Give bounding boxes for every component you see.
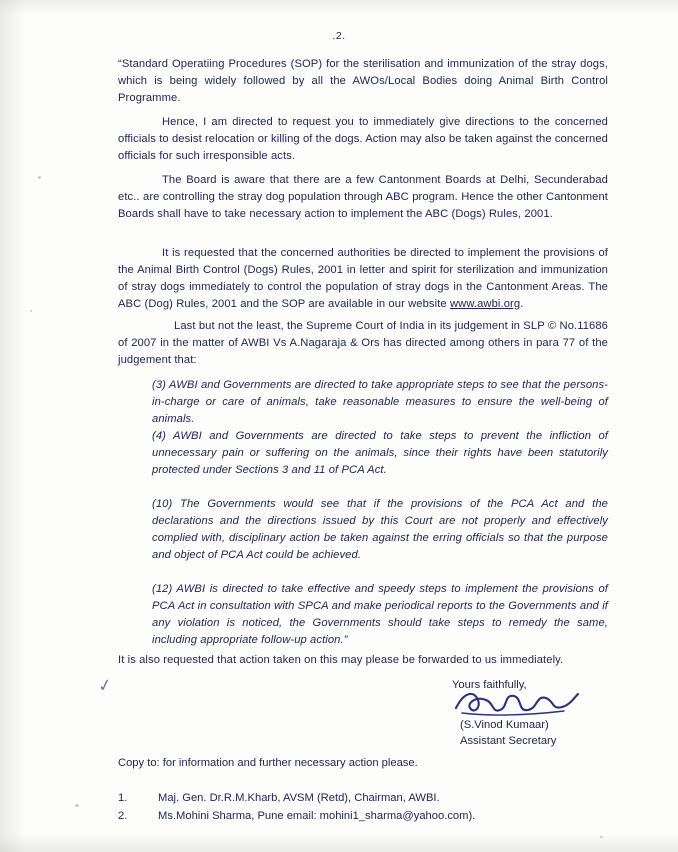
copy-to-heading: Copy to: for information and further necessary action please. — [118, 757, 418, 769]
paragraph-cantonment-boards: The Board is aware that there are a few Cantonment Boards at Delhi, Secunderabad etc.. are controlling the stray dog population through ABC program. Hence the other Cantonment Boards shall have to take necessary action to implement the ABC (Dogs) Rules, 2001. — [118, 174, 608, 221]
scan-shadow-top — [0, 0, 678, 14]
paragraph-directions: Hence, I am directed to request you to immediately give directions to the concerned officials to desist relocation or killing of the dogs. Action may also be taken against the concerned officials for such irresponsible acts. — [118, 116, 608, 163]
paragraph-closing: It is also requested that action taken on this may please be forwarded to us immediately. — [118, 654, 564, 666]
copy-to-item-number: 1. — [118, 792, 128, 805]
paragraph-supreme-court: Last but not the least, the Supreme Court of India in its judgement in SLP © No.11686 of 2007 in the matter of AWBI Vs A.Nagaraja & Ors has directed among others in para 77 of the judgement that: — [118, 320, 608, 367]
signatory-designation: Assistant Secretary — [460, 735, 557, 747]
scan-speck — [30, 310, 32, 312]
scan-shadow-bottom — [0, 834, 678, 852]
copy-to-item-text: Maj. Gen. Dr.R.M.Kharb, AVSM (Retd), Chairman, AWBI. — [158, 792, 440, 805]
paragraph-sop-quote: “Standard Operatiing Procedures (SOP) for the sterilisation and immunization of the stray dogs, which is being widely followed by all the AWOs/Local Bodies doing Animal Birth Control Programme. — [118, 58, 608, 105]
scan-shadow-left — [0, 0, 26, 852]
paragraph-request-text: It is requested that the concerned authorities be directed to implement the provisions of the Animal Birth Control (Dogs) Rules, 2001 in letter and spirit for sterilization and immunization of stray dogs immediately to control the population of stray dogs in the Cantonment Areas. The ABC (Dog) Rules, 2001 and the SOP are available in our website — [118, 247, 608, 311]
quote-item-12: (12) AWBI is directed to take effective and speedy steps to implement the provisions of PCA Act in consultation with SPCA and make periodical reports to the Governments and if any violation is noticed, the Governments should take steps to remedy the same, including appropriate follow-up action.” — [152, 583, 608, 647]
copy-to-item-text: Ms.Mohini Sharma, Pune email: mohini1_sharma@yahoo.com). — [158, 809, 476, 822]
copy-to-item — [118, 790, 618, 807]
margin-tick-mark: ✓ — [96, 674, 114, 697]
quote-item-10: (10) The Governments would see that if the provisions of the PCA Act and the declarations and the directions issued by this Court are not properly and effectively complied with, disciplinary action be taken against the erring officials so that the purpose and object of PCA Act could be achieved. — [152, 498, 608, 562]
valediction: Yours faithfully, — [452, 679, 527, 691]
quote-item-4: (4) AWBI and Governments are directed to take steps to prevent the infliction of unnecessary pain or suffering on the animals, since their rights have been statutorily protected under Sections 3 and 11 of PCA Act. — [152, 430, 608, 477]
signatory-name: (S.Vinod Kumaar) — [460, 719, 549, 731]
paragraph-request-period: . — [520, 298, 524, 311]
scan-speck — [38, 176, 41, 179]
copy-to-item — [118, 808, 618, 825]
page-number: .2. — [332, 30, 346, 42]
quote-item-3: (3) AWBI and Governments are directed to take appropriate steps to see that the persons-in-charge or care of animals, take reasonable measures to ensure the well-being of animals. — [152, 379, 608, 426]
copy-to-item-number: 2. — [118, 809, 128, 822]
copy-to-section — [118, 755, 618, 825]
scan-speck — [600, 836, 603, 838]
scan-speck — [75, 804, 79, 807]
paragraph-request-implement — [118, 245, 608, 313]
awbi-website-link[interactable]: www.awbi.org — [449, 298, 521, 311]
